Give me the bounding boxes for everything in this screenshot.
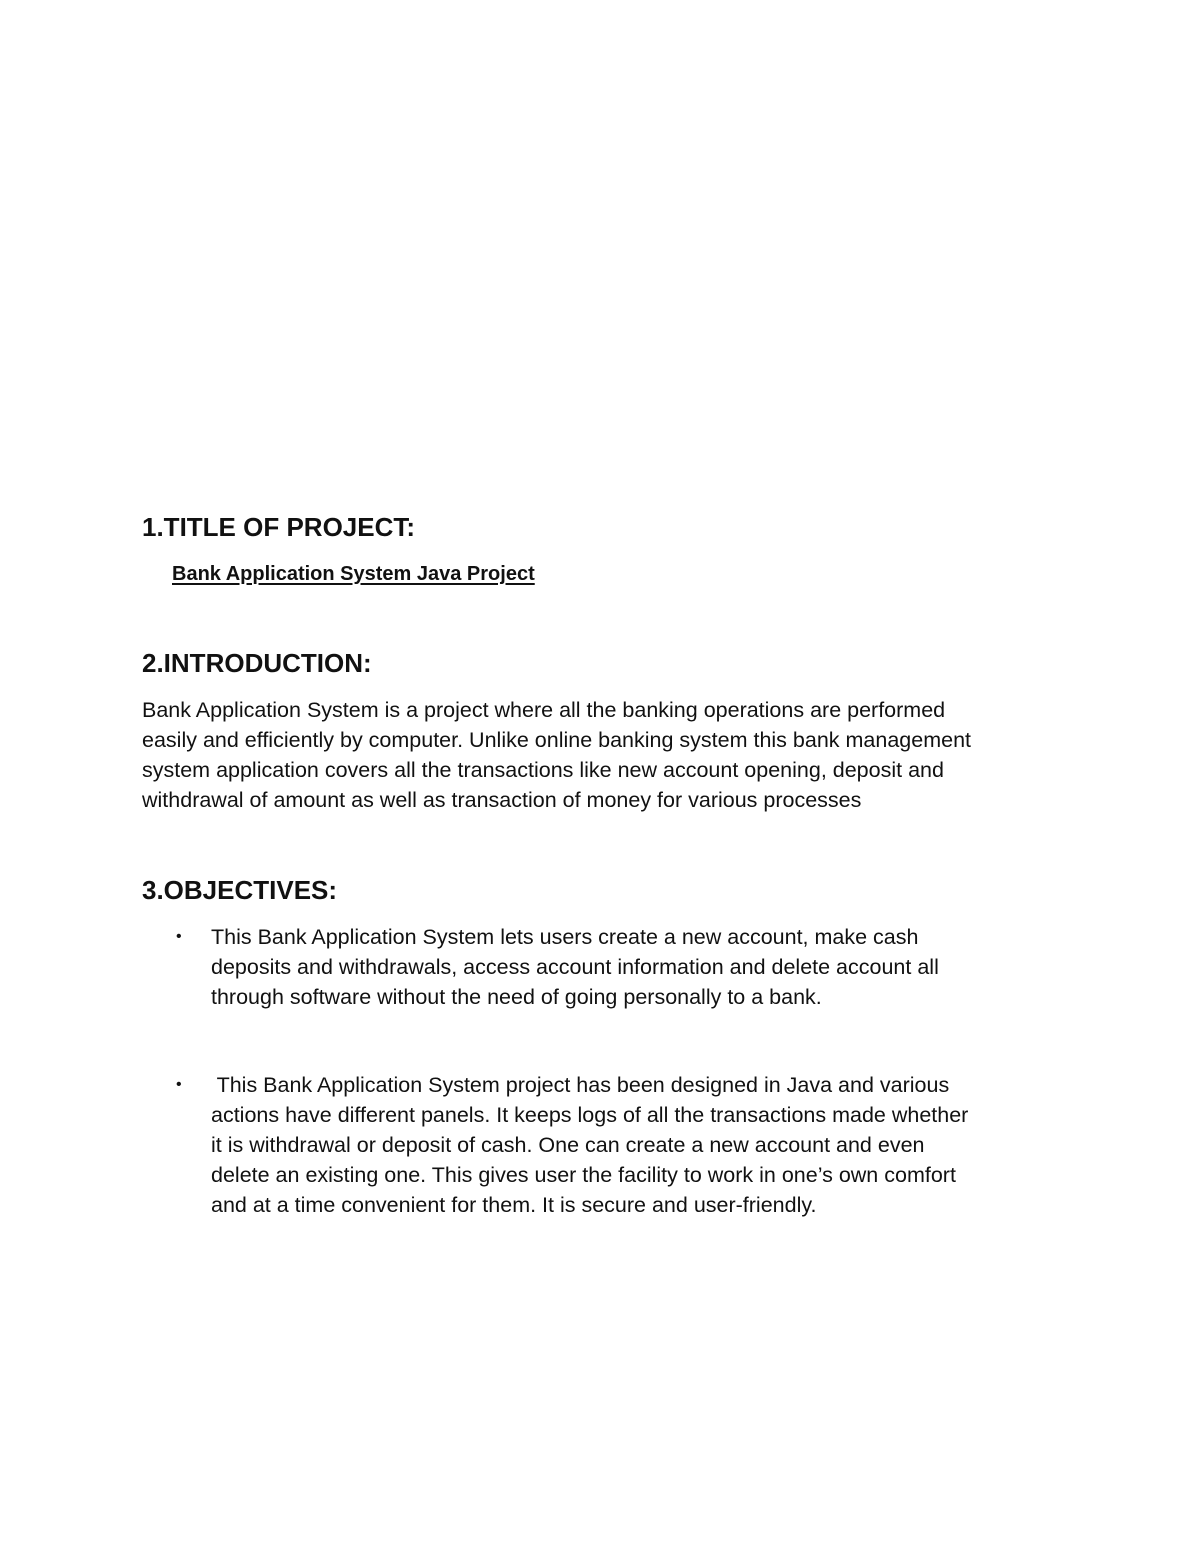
bullet-icon: • <box>176 1076 182 1093</box>
intro-line: Bank Application System is a project where all the banking operations are performed <box>142 698 946 722</box>
bullet-icon: • <box>176 928 182 945</box>
section-introduction <box>142 648 1082 678</box>
section-title-of-project <box>142 512 1082 542</box>
objective-item <box>142 922 1082 1012</box>
objective-line: This Bank Application System lets users create a new account, make cash <box>211 925 919 949</box>
objective-line: and at a time convenient for them. It is secure and user-friendly. <box>211 1193 817 1217</box>
introduction-paragraph <box>142 695 1082 815</box>
section-heading-title: 1.TITLE OF PROJECT: <box>142 512 416 542</box>
intro-line: withdrawal of amount as well as transaction of money for various processes <box>142 788 862 812</box>
objective-line: it is withdrawal or deposit of cash. One can create a new account and even <box>211 1133 925 1157</box>
section-heading-introduction: 2.INTRODUCTION: <box>142 648 372 678</box>
objective-line: deposits and withdrawals, access account information and delete account all <box>211 955 939 979</box>
intro-line: system application covers all the transactions like new account opening, deposit and <box>142 758 944 782</box>
objectives-list <box>142 922 1082 1012</box>
objective-line: This Bank Application System project has been designed in Java and various <box>211 1073 950 1097</box>
objective-line: through software without the need of going personally to a bank. <box>211 985 822 1009</box>
objective-line: actions have different panels. It keeps logs of all the transactions made whether <box>211 1103 969 1127</box>
objective-item <box>142 1070 1082 1220</box>
objectives-list-continued <box>142 1070 1082 1220</box>
section-heading-objectives: 3.OBJECTIVES: <box>142 875 338 905</box>
objective-line: delete an existing one. This gives user the facility to work in one’s own comfort <box>211 1163 956 1187</box>
intro-line: easily and efficiently by computer. Unlike online banking system this bank management <box>142 728 971 752</box>
section-objectives <box>142 875 1082 905</box>
project-title: Bank Application System Java Project <box>172 563 535 585</box>
